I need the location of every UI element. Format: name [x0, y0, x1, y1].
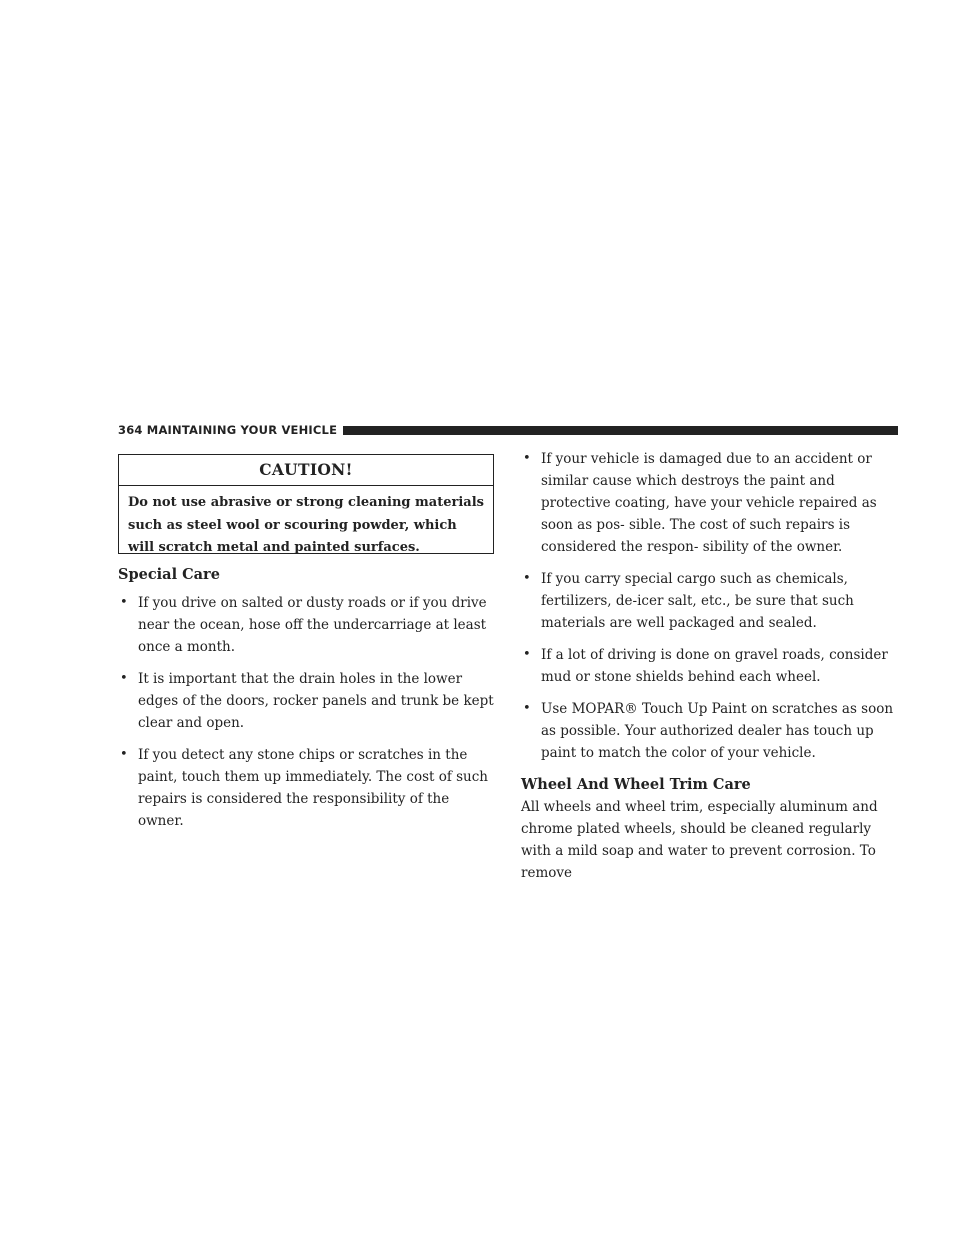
page-header-title: 364 MAINTAINING YOUR VEHICLE	[118, 423, 338, 437]
caution-box	[118, 454, 494, 554]
list-item-text: It is important that the drain holes in the lower edges of the doors, rocker panels and trunk be kept clear and open.	[138, 671, 494, 731]
special-care-heading: Special Care	[118, 566, 220, 583]
list-item	[118, 668, 494, 734]
bullet-icon: •	[523, 701, 531, 716]
list-item-text: If you drive on salted or dusty roads or if you drive near the ocean, hose off the undercarriage at least once a month.	[138, 595, 487, 655]
list-item	[521, 448, 898, 558]
wheel-care-text: All wheels and wheel trim, especially aluminum and chrome plated wheels, should be cleaned regularly with a mild soap and water to prevent corrosion. To remove	[521, 799, 878, 881]
bullet-icon: •	[120, 595, 128, 610]
list-item	[521, 698, 898, 764]
wheel-care-heading: Wheel And Wheel Trim Care	[521, 776, 751, 793]
list-item-text: Use MOPAR® Touch Up Paint on scratches as soon as possible. Your authorized dealer has touch up paint to match the color of your vehicle.	[541, 701, 894, 761]
page-header	[118, 422, 898, 438]
bullet-icon: •	[120, 671, 128, 686]
bullet-icon: •	[120, 747, 128, 762]
list-item	[118, 744, 494, 832]
list-item-text: If a lot of driving is done on gravel roads, consider mud or stone shields behind each wheel.	[541, 647, 888, 685]
header-rule	[343, 426, 898, 435]
bullet-icon: •	[523, 451, 531, 466]
left-column	[118, 564, 494, 842]
caution-text: Do not use abrasive or strong cleaning materials such as steel wool or scouring powder, which will scratch metal and painted surfaces.	[128, 495, 484, 555]
list-item	[118, 592, 494, 658]
list-item-text: If your vehicle is damaged due to an accident or similar cause which destroys the paint and protective coating, have your vehicle repaired as soon as pos- sible. The cost of such repairs is considered the respon- sibility of the owner.	[541, 451, 877, 555]
bullet-icon: •	[523, 647, 531, 662]
bullet-icon: •	[523, 571, 531, 586]
list-item	[521, 568, 898, 634]
right-column	[521, 448, 898, 884]
caution-title: CAUTION!	[119, 455, 493, 486]
list-item	[521, 644, 898, 688]
list-item-text: If you carry special cargo such as chemicals, fertilizers, de-icer salt, etc., be sure that such materials are well packaged and sealed.	[541, 571, 854, 631]
list-item-text: If you detect any stone chips or scratches in the paint, touch them up immediately. The cost of such repairs is considered the responsibility of the owner.	[138, 747, 489, 829]
